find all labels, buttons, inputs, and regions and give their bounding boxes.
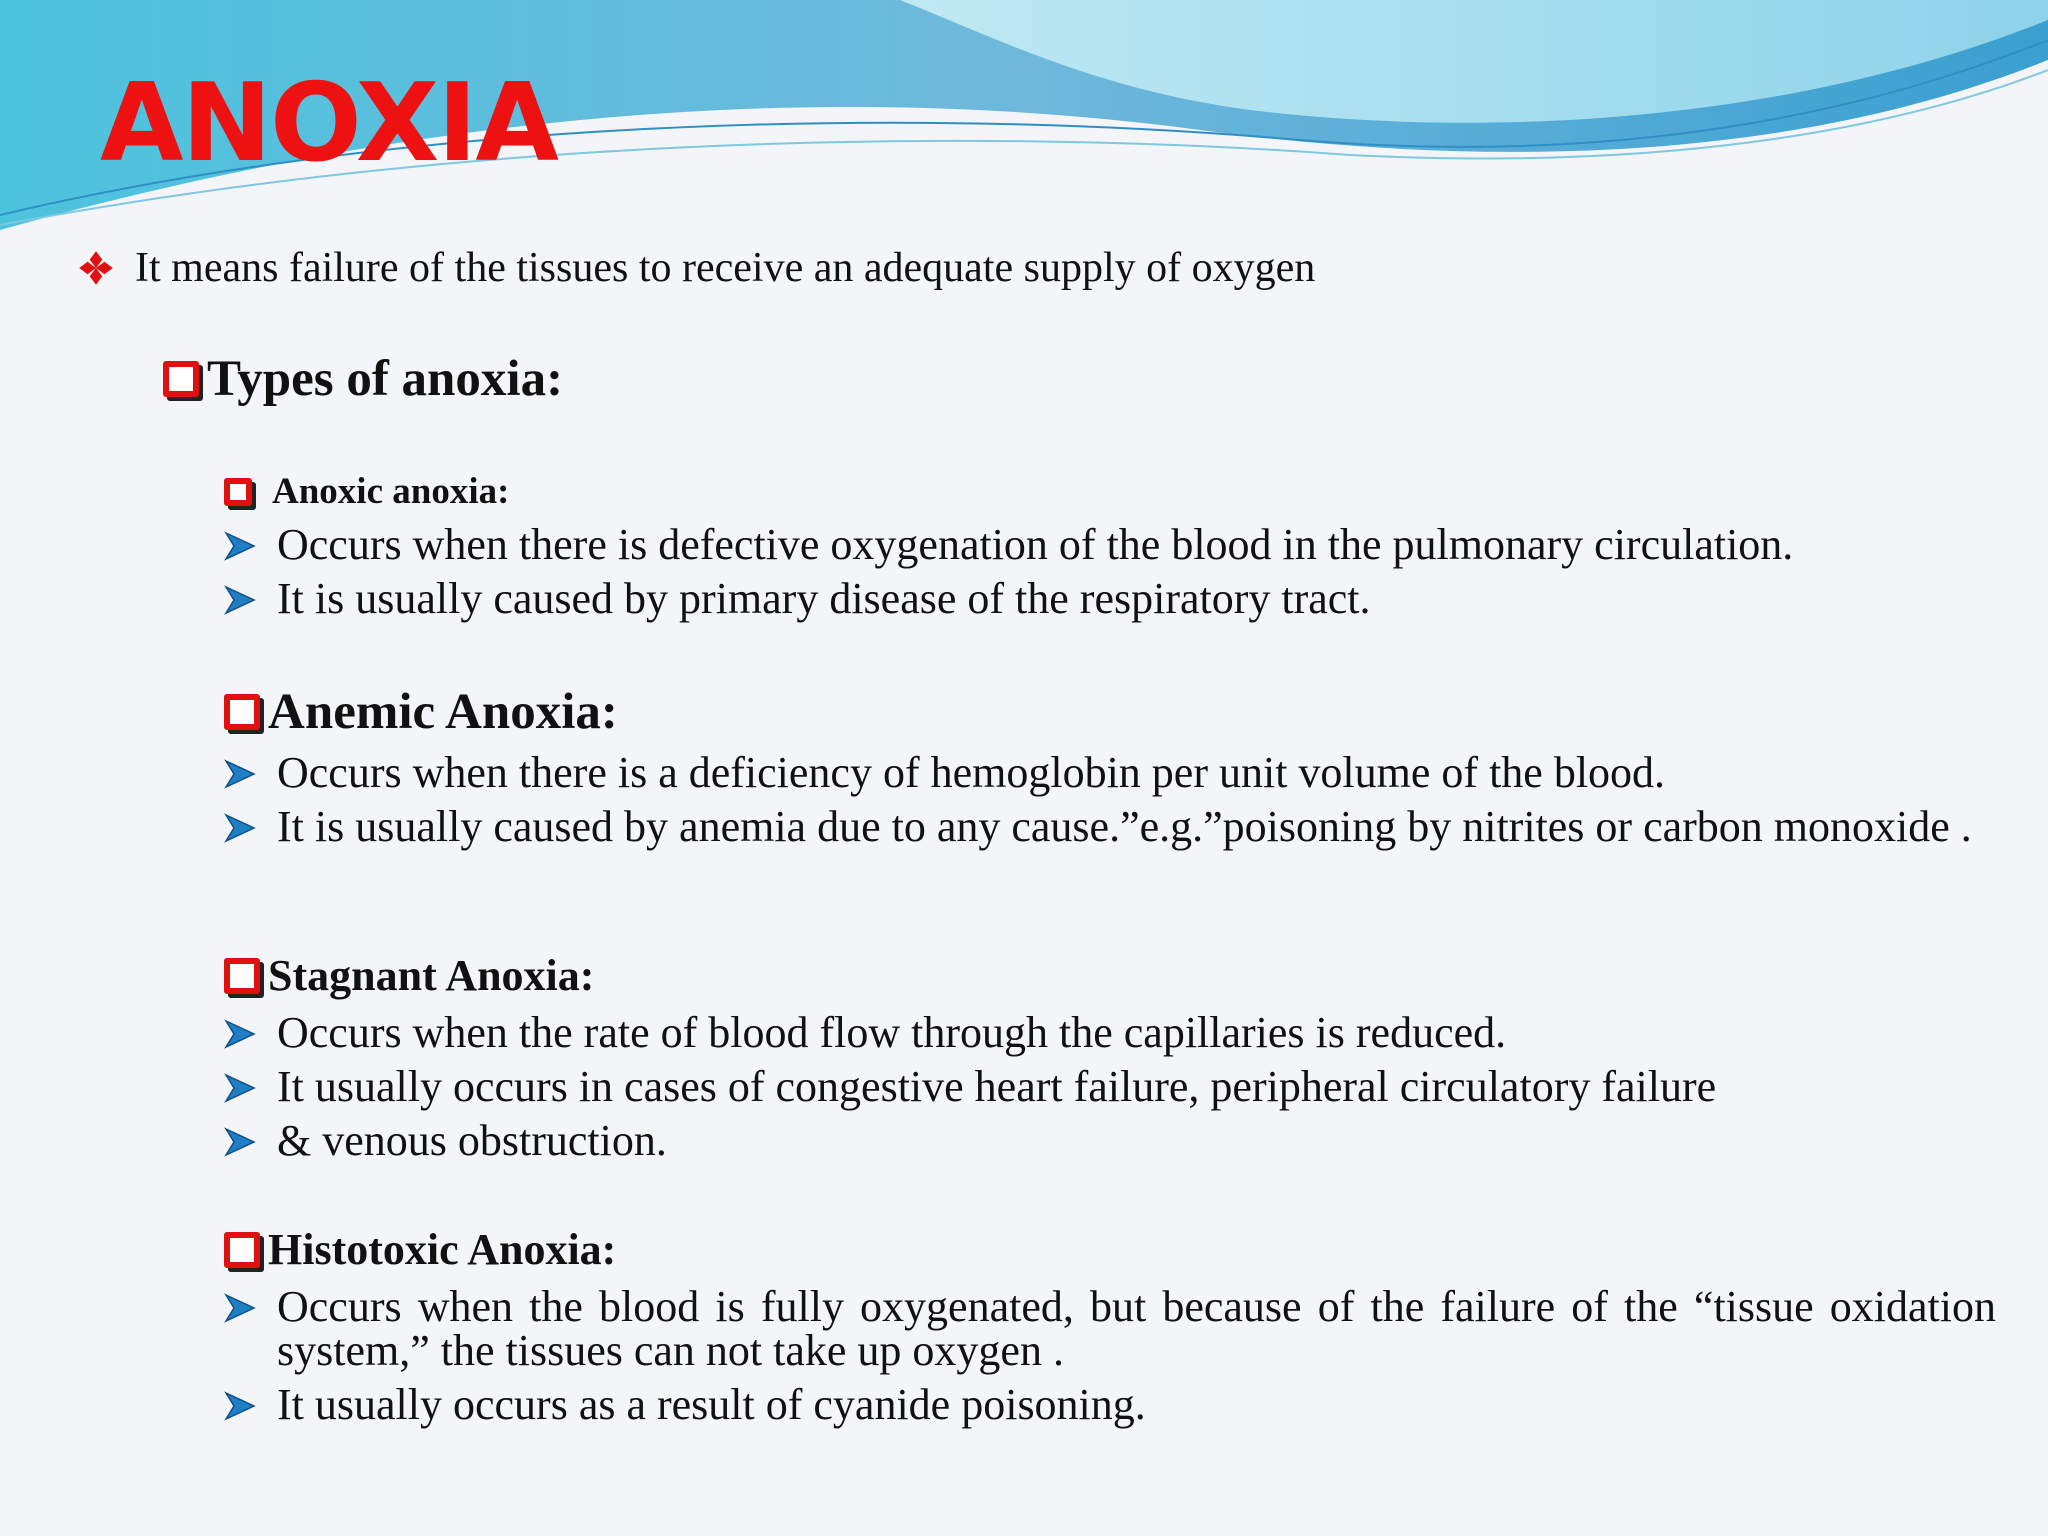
section-histotoxic-anoxia — [224, 1224, 1996, 1427]
list-item — [224, 802, 1996, 851]
checkbox-icon — [224, 694, 260, 730]
intro-bullet — [75, 244, 1315, 292]
list-item-text: & venous obstruction. — [277, 1116, 667, 1165]
intro-text: It means failure of the tissues to receive an adequate supply of oxygen — [135, 245, 1316, 291]
section-heading-text: Stagnant Anoxia: — [268, 951, 595, 1000]
section-heading — [224, 1224, 1996, 1275]
slide-title: ANOXIA — [100, 61, 557, 186]
list-item-text: Occurs when there is defective oxygenation of the blood in the pulmonary circulation. — [277, 520, 1794, 569]
list-item-text: It usually occurs as a result of cyanide poisoning. — [277, 1380, 1146, 1429]
checkbox-icon — [224, 478, 252, 506]
list-item — [224, 1116, 1996, 1165]
section-heading-text: Anemic Anoxia: — [268, 684, 618, 740]
list-item-text: Occurs when there is a deficiency of hemoglobin per unit volume of the blood. — [277, 748, 1666, 797]
list-item — [224, 1008, 1996, 1057]
arrowhead-icon — [224, 813, 256, 843]
types-heading — [163, 350, 563, 408]
section-heading-text: Anoxic anoxia: — [272, 471, 510, 512]
list-item-text: Occurs when the rate of blood flow through the capillaries is reduced. — [277, 1008, 1507, 1057]
arrowhead-icon — [224, 1073, 256, 1103]
arrowhead-icon — [224, 1391, 256, 1421]
list-item — [224, 1380, 1996, 1429]
list-item — [224, 574, 1996, 623]
section-anoxic-anoxia — [224, 470, 1996, 621]
arrowhead-icon — [224, 531, 256, 561]
arrowhead-icon — [224, 759, 256, 789]
checkbox-icon — [224, 958, 260, 994]
section-heading-text: Histotoxic Anoxia: — [268, 1225, 617, 1274]
list-item — [224, 1062, 1996, 1111]
checkbox-icon — [224, 1232, 260, 1268]
diamond-cluster-icon — [75, 247, 117, 289]
section-heading — [224, 470, 1996, 513]
checkbox-icon — [163, 361, 199, 397]
arrowhead-icon — [224, 585, 256, 615]
arrowhead-icon — [224, 1293, 256, 1323]
arrowhead-icon — [224, 1127, 256, 1157]
types-heading-text: Types of anoxia: — [207, 351, 564, 407]
list-item-text: Occurs when the blood is fully oxygenated, but because of the failure of the “tissue oxidation system,” the tissues can not take up oxygen . — [277, 1282, 1996, 1375]
list-item — [224, 1282, 1996, 1375]
section-heading — [224, 683, 1996, 741]
list-item-text: It usually occurs in cases of congestive heart failure, peripheral circulatory failure — [277, 1062, 1717, 1111]
list-item — [224, 520, 1996, 569]
list-item-text: It is usually caused by anemia due to any cause.”e.g.”poisoning by nitrites or carbon monoxide . — [277, 802, 1972, 851]
arrowhead-icon — [224, 1019, 256, 1049]
section-stagnant-anoxia — [224, 950, 1996, 1163]
list-item — [224, 748, 1996, 797]
section-anemic-anoxia — [224, 683, 1996, 849]
section-heading — [224, 950, 1996, 1001]
list-item-text: It is usually caused by primary disease of the respiratory tract. — [277, 574, 1371, 623]
